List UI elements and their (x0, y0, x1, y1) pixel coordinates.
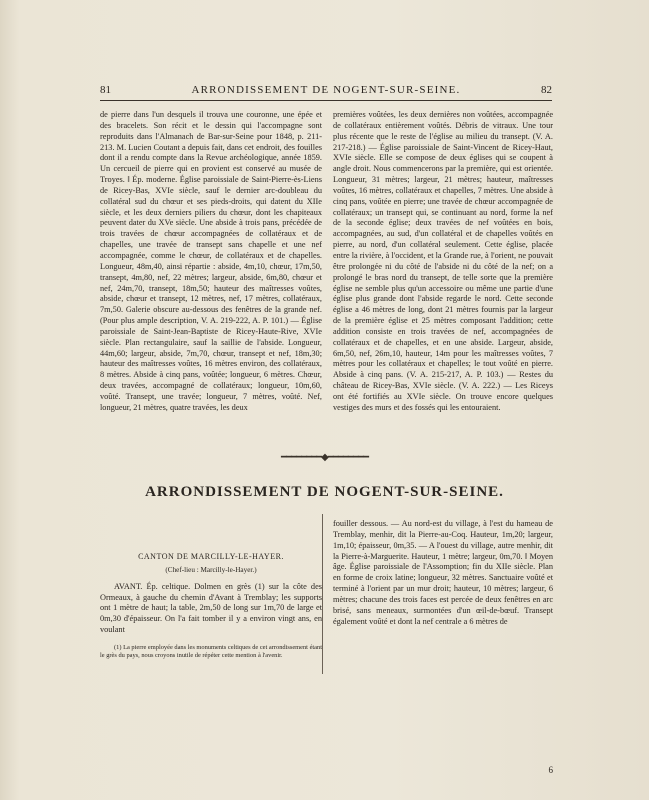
running-title: ARRONDISSEMENT DE NOGENT-SUR-SEINE. (191, 84, 461, 96)
chef-lieu: (Chef-lieu : Marcilly-le-Hayer.) (165, 565, 257, 574)
bottom-right-column (333, 519, 553, 775)
top-left-text: de pierre dans l'un desquels il trouva une couronne, une épée et des bracelets. Son récit et le dessin qui l'accompagne sont reproduits dans l'Almanach de Bar-sur-Seine pour 1848, p. 211-213. M. Lucien Coutant a depuis fait, dans cet endroit, des fouilles dont il a rendu compte dans la Revue archéologique, année 1859. Un cercueil de pierre qui en provient est conservé au musée de Troyes. ‖ Ép. moderne. Église paroissiale de Saint-Pierre-ès-Liens de Ricey-Bas, XVIe siècle, sauf le dernier arc-doubleau du collatéral sud du chœur et ses pieds-droits, qui datent du XIIe siècle, et les deux derniers piliers du chœur, dont les chapiteaux peuvent dater du XVe siècle. Une abside à trois pans, précédée de trois travées de chœur accompagnées de collatéraux et de chapelles, une travée de transept sans chapelle et une nef accompagnée, comme le chœur, de collatéraux et de chapelles. Longueur, 48m,40, ainsi répartie : abside, 4m,10, chœur, 17m,50, transept, 4m,80, nef, 22 mètres; largeur, abside, 6m,80, chœur et nef, 24m,70, transept, 18m,50; hauteur des maîtresses voûtes, abside, chœur et transept, 12 mètres, nef, 17 mètres, collatéraux, 7m,50. Galerie obscure au-dessous des fenêtres de la grande nef. (Pour plus ample description, V. A. 219-222, A. P. 101.) — Église paroissiale de Saint-Jean-Baptiste de Ricey-Haute-Rive, XVIe siècle. Plan rectangulaire, sauf la saillie de l'abside. Longueur, 44m,60; largeur, abside, 7m,70, chœur, transept et nef, 18m,30; hauteur des maîtresses voûtes, 16 mètres environ, des collatéraux, 8 mètres. Abside à cinq pans, voûtée; longueur, 6 mètres. Chœur, deux travées, accompagné de collatéraux; longueur, 10m,60, voûté. Transept, une travée; longueur, 7 mètres, voûté. Nef, longueur, 21 mètres, quatre travées, les deux (100, 110, 322, 412)
ornament-divider: ━━━━━━━━◆━━━━━━━━ (280, 452, 369, 463)
column-divider (322, 514, 323, 674)
folio-number: 6 (548, 765, 553, 775)
bottom-left-column (100, 542, 322, 660)
running-header (100, 84, 552, 100)
left-page-number: 81 (100, 84, 111, 96)
right-page-number: 82 (541, 84, 552, 96)
top-right-column (333, 110, 553, 414)
avant-entry: AVANT. Ép. celtique. Dolmen en grès (1) sur la côte des Ormeaux, à gauche du chemin d'Avant à Tremblay; les supports ont 1 mètre de haut; la table, 2m,50 de long sur 1m,70 de large et 0m,30 d'épaisseur. On l'a fait tomber il y a environ vingt ans, en voulant (100, 581, 322, 635)
header-rule (100, 100, 552, 101)
section-title: ARRONDISSEMENT DE NOGENT-SUR-SEINE. (145, 484, 504, 500)
footnote: (1) La pierre employée dans les monuments celtiques de cet arrondissement étant le grès du pays, nous croyons inutile de répéter cette mention à l'avenir. (100, 643, 322, 660)
bottom-right-text: fouiller dessous. — Au nord-est du village, à l'est du hameau de Tremblay, menhir, dit la Pierre-au-Coq. Hauteur, 1m,20; largeur, 1m,10; épaisseur, 0m,35. — A l'ouest du village, autre menhir, dit la Pierre-à-Marguerite. Hauteur, 1 mètre; largeur, 0m,70. ‖ Moyen âge. Église paroissiale de l'Assomption; fin du XIIe siècle. Plan en forme de croix latine; longueur, 32 mètres. Sanctuaire voûté et terminé à l'orient par un mur droit; hauteur, 10 mètres; largeur, 6 mètres; chacune des trois faces est percée de deux fenêtres en arc brisé, sans meneaux, surmontées d'un œil-de-bœuf. Transept également voûté et dont la nef centrale a 6 mètres de (333, 519, 553, 626)
canton-title: CANTON DE MARCILLY-LE-HAYER. (138, 552, 284, 561)
top-right-text: premières voûtées, les deux dernières non voûtées, accompagnée de collatéraux entièrement voûtés. Débris de vitraux. Une tour plus récente que le reste de l'église au milieu du transept. (V. A. 217-218.) — Église paroissiale de Saint-Vincent de Ricey-Haut, XVIe siècle. Elle se compose de deux églises qui se coupent à angle droit. Nous commencerons par la première, qui est orientée. Longueur, 31 mètres; largeur, 21 mètres; hauteur, maîtresses voûtes, 16 mètres, collatéraux et chapelles, 7 mètres. Une abside à cinq pans, voûtée en pierre; une travée de chœur accompagnée de collatéraux; un transept qui, se continuant au nord, forme la nef de la seconde église; deux travées de nef voûtées en bois, accompagnées, au sud, d'un collatéral et de chapelles voûtés en pierre, au nord, d'un collatéral seulement. Cette église, placée entre la rivière, à l'occident, et la Grande rue, à l'orient, ne pouvait être prolongée ni du côté de l'abside ni du côté de la nef; on a prolongé le bras nord du transept, de telle sorte que la première église ne semble plus qu'un accessoire ou même une partie d'une église plus grande dont l'abside regarde le nord. Cette seconde église a 46 mètres de long, dont 21 mètres fournis par la largeur de la première église et 25 mètres composant l'addition; cette addition consiste en trois travées de nef, accompagnées de collatéraux et de chapelles, et en une abside. Largeur, abside, 6m,50, nef, 26m,10, hauteur, 14m pour les maîtresses voûtes, 7 mètres pour les collatéraux et chapelles; le tout voûté en pierre. Abside à cinq pans. (V. A. 215-217, A. P. 103.) — Restes du château de Ricey-Bas, XVIe siècle. (V. A. 222.) — Les Riceys ont été fortifiés au XVIe siècle. On trouve encore quelques vestiges des murs et des fossés qui les entouraient. (333, 110, 553, 412)
top-left-column (100, 110, 322, 414)
